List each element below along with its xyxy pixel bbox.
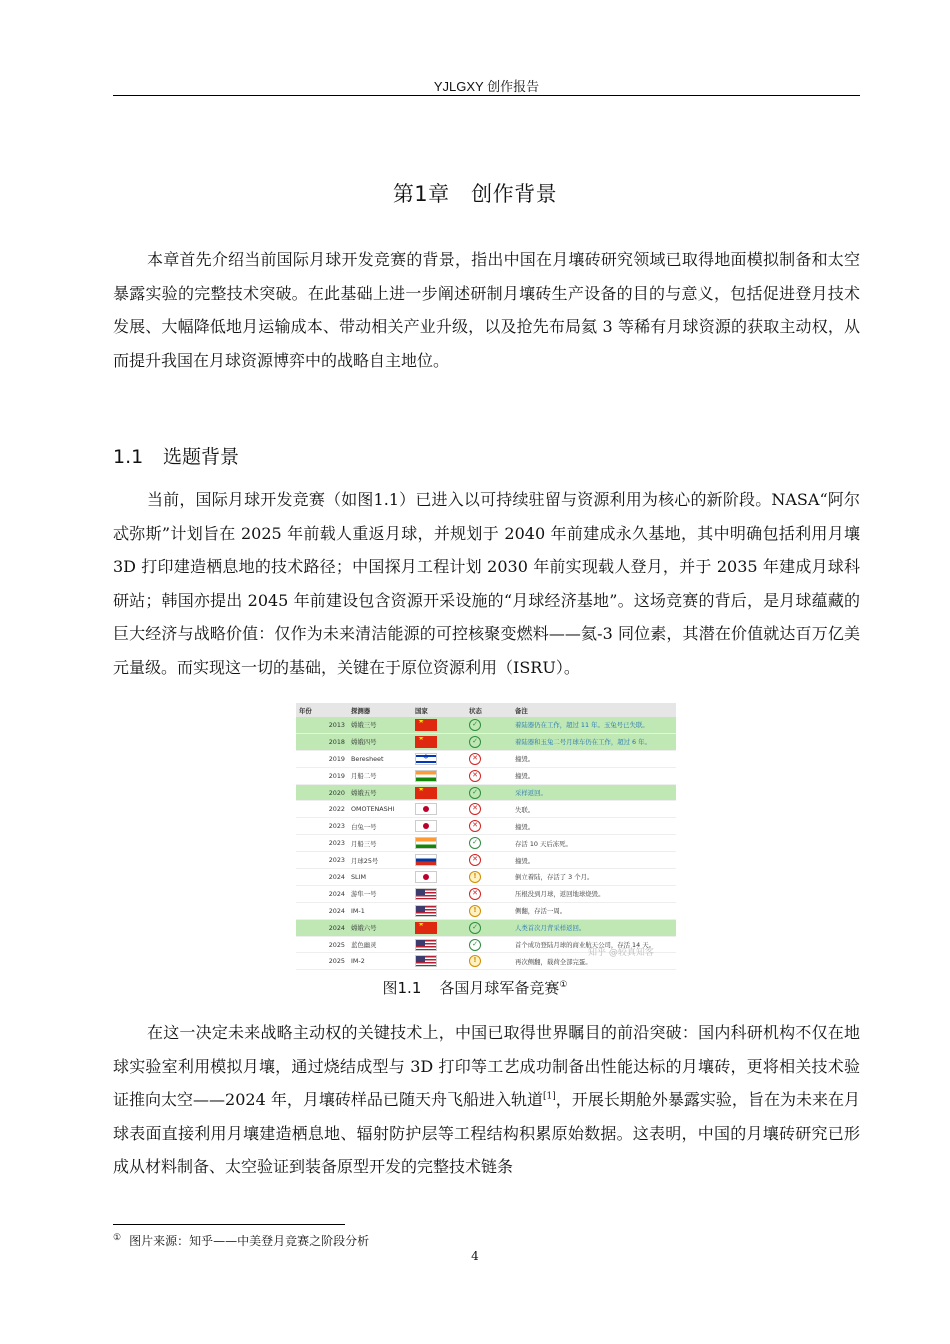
flag-ru-icon bbox=[415, 854, 437, 866]
status-cell bbox=[466, 733, 512, 750]
flag-us-icon bbox=[415, 888, 437, 900]
status-fail-icon: ✕ bbox=[469, 753, 481, 765]
footnote bbox=[113, 1232, 369, 1249]
flag-us-icon bbox=[415, 905, 437, 917]
probe-cell: 嫦娥五号 bbox=[348, 784, 412, 801]
table-row bbox=[296, 885, 676, 902]
year-cell: 2022 bbox=[296, 801, 348, 818]
year-cell: 2025 bbox=[296, 936, 348, 953]
country-cell bbox=[412, 717, 466, 733]
status-fail-icon: ✕ bbox=[469, 820, 481, 832]
status-ok-icon: ✓ bbox=[469, 787, 481, 799]
header-rule bbox=[113, 95, 860, 96]
country-cell bbox=[412, 902, 466, 919]
probe-cell: 嫦娥三号 bbox=[348, 717, 412, 733]
section-title: 选题背景 bbox=[163, 446, 240, 468]
table-row bbox=[296, 902, 676, 919]
table-row bbox=[296, 869, 676, 886]
status-cell bbox=[466, 784, 512, 801]
country-cell bbox=[412, 733, 466, 750]
flag-jp-icon bbox=[415, 820, 437, 832]
probe-cell: IM-1 bbox=[348, 902, 412, 919]
year-cell: 2024 bbox=[296, 902, 348, 919]
status-cell bbox=[466, 717, 512, 733]
year-cell: 2019 bbox=[296, 767, 348, 784]
figure-label: 图1.1 bbox=[382, 979, 422, 997]
note-cell: 采样返回。 bbox=[512, 784, 676, 801]
watermark: 知乎 @较真知客 bbox=[588, 948, 654, 958]
table-row bbox=[296, 835, 676, 852]
probe-cell: SLIM bbox=[348, 869, 412, 886]
moon-missions-table bbox=[296, 703, 676, 970]
year-cell: 2019 bbox=[296, 750, 348, 767]
moon-race-figure bbox=[296, 703, 676, 965]
footnote-rule bbox=[113, 1224, 345, 1225]
status-partial-icon: ! bbox=[469, 871, 481, 883]
note-cell: 撞毁。 bbox=[512, 750, 676, 767]
note-cell: 人类首次月背采样返回。 bbox=[512, 919, 676, 936]
note-cell: 撞毁。 bbox=[512, 767, 676, 784]
page-number: 4 bbox=[471, 1249, 479, 1263]
status-fail-icon: ✕ bbox=[469, 770, 481, 782]
status-cell bbox=[466, 902, 512, 919]
probe-cell: 蓝色幽灵 bbox=[348, 936, 412, 953]
country-cell bbox=[412, 885, 466, 902]
section-heading bbox=[113, 442, 239, 469]
flag-in-icon bbox=[415, 837, 437, 849]
chapter-title: 第1章 创作背景 bbox=[392, 182, 558, 206]
note-cell: 失联。 bbox=[512, 801, 676, 818]
year-cell: 2023 bbox=[296, 835, 348, 852]
year-cell: 2013 bbox=[296, 717, 348, 733]
table-header-row bbox=[296, 703, 676, 717]
status-cell bbox=[466, 953, 512, 970]
note-cell: 倒立着陆，存活了 3 个月。 bbox=[512, 869, 676, 886]
status-ok-icon: ✓ bbox=[469, 736, 481, 748]
col-header-probe: 探测器 bbox=[348, 703, 412, 717]
table-row bbox=[296, 852, 676, 869]
status-cell bbox=[466, 936, 512, 953]
year-cell: 2025 bbox=[296, 953, 348, 970]
year-cell: 2020 bbox=[296, 784, 348, 801]
status-cell bbox=[466, 767, 512, 784]
flag-jp-icon bbox=[415, 871, 437, 883]
year-cell: 2023 bbox=[296, 852, 348, 869]
country-cell bbox=[412, 936, 466, 953]
note-cell: 压根没到月球，返回地球烧毁。 bbox=[512, 885, 676, 902]
status-cell bbox=[466, 869, 512, 886]
status-cell bbox=[466, 801, 512, 818]
note-cell: 侧翻，存活一周。 bbox=[512, 902, 676, 919]
status-ok-icon: ✓ bbox=[469, 837, 481, 849]
country-cell bbox=[412, 767, 466, 784]
table-row bbox=[296, 818, 676, 835]
note-cell: 再次侧翻，载荷全部完蛋。 bbox=[512, 953, 676, 970]
probe-cell: 月船二号 bbox=[348, 767, 412, 784]
status-cell bbox=[466, 885, 512, 902]
col-header-status: 状态 bbox=[466, 703, 512, 717]
country-cell bbox=[412, 784, 466, 801]
status-ok-icon: ✓ bbox=[469, 922, 481, 934]
year-cell: 2023 bbox=[296, 818, 348, 835]
country-cell bbox=[412, 919, 466, 936]
flag-us-icon bbox=[415, 939, 437, 951]
country-cell bbox=[412, 801, 466, 818]
intro-paragraph: 本章首先介绍当前国际月球开发竞赛的背景，指出中国在月壤砖研究领域已取得地面模拟制备和太空暴露实验的完整技术突破。在此基础上进一步阐述研制月壤砖生产设备的目的与意义，包括促进登月技术发展、大幅降低地月运输成本、带动相关产业升级，以及抢先布局氦 3 等稀有月球资源的获取主动权，从而提升我国在月球资源博弈中的战略自主地位。 bbox=[113, 250, 860, 370]
table-row bbox=[296, 767, 676, 784]
col-header-note: 备注 bbox=[512, 703, 676, 717]
country-cell bbox=[412, 953, 466, 970]
flag-cn-icon bbox=[415, 922, 437, 934]
country-cell bbox=[412, 852, 466, 869]
status-ok-icon: ✓ bbox=[469, 939, 481, 951]
achievement-paragraph bbox=[113, 1016, 860, 1184]
col-header-year: 年份 bbox=[296, 703, 348, 717]
year-cell: 2024 bbox=[296, 919, 348, 936]
achievement-text-b: ，开展长期舱外暴露实验，旨在为未来在月球表面直接利用月壤建造栖息地、辐射防护层等工程结构积累原始数据。这表明，中国的月壤砖研究已形成从材料制备、太空验证到装备原型开发的完整技术链条 bbox=[113, 1090, 860, 1176]
citation-ref[interactable]: [1] bbox=[543, 1091, 556, 1102]
probe-cell: 月船三号 bbox=[348, 835, 412, 852]
probe-cell: Beresheet bbox=[348, 750, 412, 767]
status-cell bbox=[466, 818, 512, 835]
table-row bbox=[296, 801, 676, 818]
status-partial-icon: ! bbox=[469, 955, 481, 967]
status-cell bbox=[466, 835, 512, 852]
section-number: 1.1 bbox=[113, 446, 144, 468]
status-partial-icon: ! bbox=[469, 905, 481, 917]
status-fail-icon: ✕ bbox=[469, 888, 481, 900]
table-row bbox=[296, 750, 676, 767]
probe-cell: 嫦娥四号 bbox=[348, 733, 412, 750]
table-row bbox=[296, 717, 676, 733]
figure-caption bbox=[0, 977, 950, 998]
note-cell: 着陆器仍在工作，超过 11 年。玉兔号已失联。 bbox=[512, 717, 676, 733]
flag-il-icon bbox=[415, 753, 437, 765]
figure-caption-text: 各国月球军备竞赛 bbox=[439, 979, 560, 997]
country-cell bbox=[412, 818, 466, 835]
note-cell: 存活 10 天后冻死。 bbox=[512, 835, 676, 852]
year-cell: 2024 bbox=[296, 885, 348, 902]
probe-cell: 游隼一号 bbox=[348, 885, 412, 902]
status-fail-icon: ✕ bbox=[469, 854, 481, 866]
running-header: YJLGXY 创作报告 bbox=[433, 79, 540, 94]
probe-cell: 白兔一号 bbox=[348, 818, 412, 835]
table-body bbox=[296, 717, 676, 970]
status-cell bbox=[466, 852, 512, 869]
year-cell: 2024 bbox=[296, 869, 348, 886]
table-row bbox=[296, 733, 676, 750]
probe-cell: 月球25号 bbox=[348, 852, 412, 869]
probe-cell: 嫦娥六号 bbox=[348, 919, 412, 936]
status-ok-icon: ✓ bbox=[469, 719, 481, 731]
country-cell bbox=[412, 750, 466, 767]
flag-cn-icon bbox=[415, 787, 437, 799]
footnote-marker: ① bbox=[559, 980, 568, 990]
status-cell bbox=[466, 919, 512, 936]
table-row bbox=[296, 784, 676, 801]
country-cell bbox=[412, 835, 466, 852]
flag-us-icon bbox=[415, 955, 437, 967]
background-paragraph: 当前，国际月球开发竞赛（如图1.1）已进入以可持续驻留与资源利用为核心的新阶段。NASA“阿尔忒弥斯”计划旨在 2025 年前载人重返月球，并规划于 2040 年前建成永久基地，其中明确包括利用月壤 3D 打印建造栖息地的技术路径；中国探月工程计划 2030 年前实现载人登月，并于 2035 年建成月球科研站；韩国亦提出 2045 年前建设包含资源开采设施的“月球经济基地”。这场竞赛的背后，是月球蕴藏的巨大经济与战略价值：仅作为未来清洁能源的可控核聚变燃料——氦-3 同位素，其潜在价值就达百万亿美元量级。而实现这一切的基础，关键在于原位资源利用（ISRU）。 bbox=[113, 490, 860, 677]
country-cell bbox=[412, 869, 466, 886]
footnote-text: 图片来源：知乎——中美登月竞赛之阶段分析 bbox=[129, 1234, 370, 1248]
status-fail-icon: ✕ bbox=[469, 803, 481, 815]
probe-cell: OMOTENASHI bbox=[348, 801, 412, 818]
flag-jp-icon bbox=[415, 803, 437, 815]
col-header-country: 国家 bbox=[412, 703, 466, 717]
flag-cn-icon bbox=[415, 736, 437, 748]
status-cell bbox=[466, 750, 512, 767]
probe-cell: IM-2 bbox=[348, 953, 412, 970]
flag-cn-icon bbox=[415, 719, 437, 731]
note-cell: 着陆器和玉兔二号月球车仍在工作，超过 6 年。 bbox=[512, 733, 676, 750]
year-cell: 2018 bbox=[296, 733, 348, 750]
flag-in-icon bbox=[415, 770, 437, 782]
footnote-mark: ① bbox=[113, 1233, 122, 1243]
achievement-text-a: 在这一决定未来战略主动权的关键技术上，中国已取得世界瞩目的前沿突破：国内科研机构不仅在地球实验室利用模拟月壤，通过烧结成型与 3D 打印等工艺成功制备出性能达标的月壤砖，更将相关技术验证推向太空——2024 年，月壤砖样品已随天舟飞船进入轨道 bbox=[113, 1023, 860, 1109]
table-row bbox=[296, 919, 676, 936]
note-cell: 撞毁。 bbox=[512, 852, 676, 869]
note-cell: 撞毁。 bbox=[512, 818, 676, 835]
note-cell: 首个成功登陆月球的商业航天公司，存活 14 天。 bbox=[512, 936, 676, 953]
